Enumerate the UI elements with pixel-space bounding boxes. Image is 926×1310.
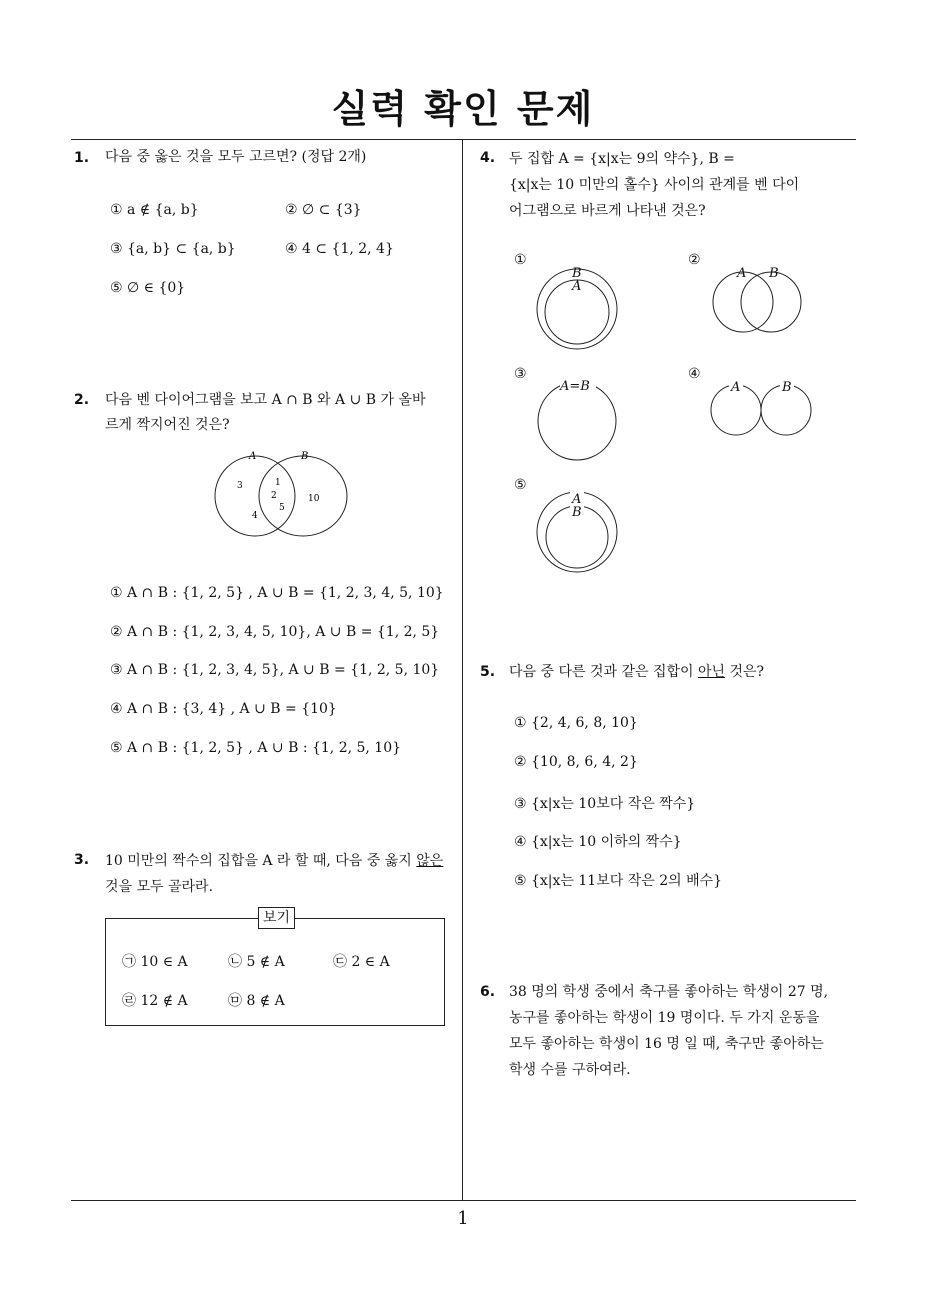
option-2[interactable]: ② A ∩ B : {1, 2, 3, 4, 5, 10}, A ∪ B = {1, 2, 5} xyxy=(110,624,440,640)
question-number: 4. xyxy=(480,150,496,166)
question-number: 6. xyxy=(480,984,496,1000)
option-2-mark[interactable]: ② xyxy=(688,252,701,268)
option-4[interactable]: ④ 4 ⊂ {1, 2, 4} xyxy=(285,241,394,257)
option-3-diagram[interactable] xyxy=(530,375,625,465)
question-text-line2: 농구를 좋아하는 학생이 19 명이다. 두 가지 운동을 xyxy=(509,1010,820,1026)
question-text-line3: 어그램으로 바르게 나타낸 것은? xyxy=(509,203,706,219)
question-number: 2. xyxy=(74,392,90,408)
option-1-mark[interactable]: ① xyxy=(514,252,527,268)
question-text-line2: {x|x는 10 미만의 홀수} 사이의 관계를 벤 다이 xyxy=(509,177,800,193)
bogi-item[interactable]: ㉡ 5 ∉ A xyxy=(228,954,285,970)
diagram-label: A xyxy=(737,266,747,281)
option-2[interactable]: ② ∅ ⊂ {3} xyxy=(285,202,362,218)
column-divider xyxy=(462,139,463,1200)
question-text-line4: 학생 수를 구하여라. xyxy=(509,1062,631,1078)
option-3-mark[interactable]: ③ xyxy=(514,366,527,382)
venn-label-b: B xyxy=(301,451,309,462)
bogi-item[interactable]: ㉠ 10 ∈ A xyxy=(122,954,188,970)
option-1[interactable]: ① a ∉ {a, b} xyxy=(110,202,199,218)
question-text: 다음 중 다른 것과 같은 집합이 아닌 것은? xyxy=(509,664,765,680)
question-number: 1. xyxy=(74,150,90,166)
option-4-diagram[interactable] xyxy=(705,375,815,445)
venn-value: 1 xyxy=(275,478,281,488)
venn-value: 4 xyxy=(252,511,258,521)
question-text: 다음 중 옳은 것을 모두 고르면? (정답 2개) xyxy=(105,149,367,165)
venn-value: 3 xyxy=(237,481,243,491)
question-text-line2: 르게 짝지어진 것은? xyxy=(105,417,230,433)
option-3[interactable]: ③ A ∩ B : {1, 2, 3, 4, 5}, A ∪ B = {1, 2, 5, 10} xyxy=(110,662,440,678)
question-number: 5. xyxy=(480,664,496,680)
option-4[interactable]: ④ A ∩ B : {3, 4} , A ∪ B = {10} xyxy=(110,701,337,717)
option-5-mark[interactable]: ⑤ xyxy=(514,477,527,493)
option-4[interactable]: ④ {x|x는 10 이하의 짝수} xyxy=(514,834,682,850)
diagram-label: A xyxy=(572,492,582,507)
option-5[interactable]: ⑤ {x|x는 11보다 작은 2의 배수} xyxy=(514,873,723,889)
bogi-item[interactable]: ㉣ 12 ∉ A xyxy=(122,993,188,1009)
diagram-label: A xyxy=(572,279,582,294)
venn-value: 2 xyxy=(271,491,277,501)
page-number: 1 xyxy=(457,1208,469,1229)
question-text-line2: 것을 모두 골라라. xyxy=(105,879,214,895)
option-1[interactable]: ① A ∩ B : {1, 2, 5} , A ∪ B = {1, 2, 3, 4, 5, 10} xyxy=(110,585,444,601)
bogi-label: 보기 xyxy=(258,907,295,929)
diagram-label: B xyxy=(782,380,792,395)
bogi-item[interactable]: ㉤ 8 ∉ A xyxy=(228,993,285,1009)
venn-value: 10 xyxy=(308,494,320,504)
option-5-diagram[interactable] xyxy=(530,485,625,575)
option-2-diagram[interactable] xyxy=(705,262,810,342)
question-text-line1: 38 명의 학생 중에서 축구를 좋아하는 학생이 27 명, xyxy=(509,984,829,1000)
question-text-line1: 두 집합 A = {x|x는 9의 약수}, B = xyxy=(509,151,735,167)
venn-value: 5 xyxy=(279,503,285,513)
option-3[interactable]: ③ {x|x는 10보다 작은 짝수} xyxy=(514,796,696,812)
venn-diagram xyxy=(205,448,355,544)
top-divider xyxy=(71,139,856,140)
diagram-label: B xyxy=(769,266,779,281)
venn-label-a: A xyxy=(249,451,257,462)
page-title: 실력 확인 문제 xyxy=(331,87,595,131)
option-1-diagram[interactable] xyxy=(530,262,625,352)
question-text-line3: 모두 좋아하는 학생이 16 명 일 때, 축구만 좋아하는 xyxy=(509,1036,824,1052)
diagram-label: B xyxy=(572,505,582,520)
diagram-label: B xyxy=(572,266,582,281)
bottom-divider xyxy=(71,1200,856,1201)
option-1[interactable]: ① {2, 4, 6, 8, 10} xyxy=(514,715,638,731)
diagram-label: A xyxy=(731,380,741,395)
option-2[interactable]: ② {10, 8, 6, 4, 2} xyxy=(514,754,638,770)
question-text-line1: 다음 벤 다이어그램을 보고 A ∩ B 와 A ∪ B 가 올바 xyxy=(105,392,426,408)
option-4-mark[interactable]: ④ xyxy=(688,366,701,382)
question-number: 3. xyxy=(74,852,90,868)
option-5[interactable]: ⑤ ∅ ∈ {0} xyxy=(110,280,186,296)
bogi-item[interactable]: ㉢ 2 ∈ A xyxy=(333,954,390,970)
option-5[interactable]: ⑤ A ∩ B : {1, 2, 5} , A ∪ B : {1, 2, 5, 10} xyxy=(110,740,402,756)
question-text-line1: 10 미만의 짝수의 집합을 A 라 할 때, 다음 중 옳지 않은 xyxy=(105,853,444,869)
option-3[interactable]: ③ {a, b} ⊂ {a, b} xyxy=(110,241,236,257)
diagram-label: A=B xyxy=(560,379,590,394)
